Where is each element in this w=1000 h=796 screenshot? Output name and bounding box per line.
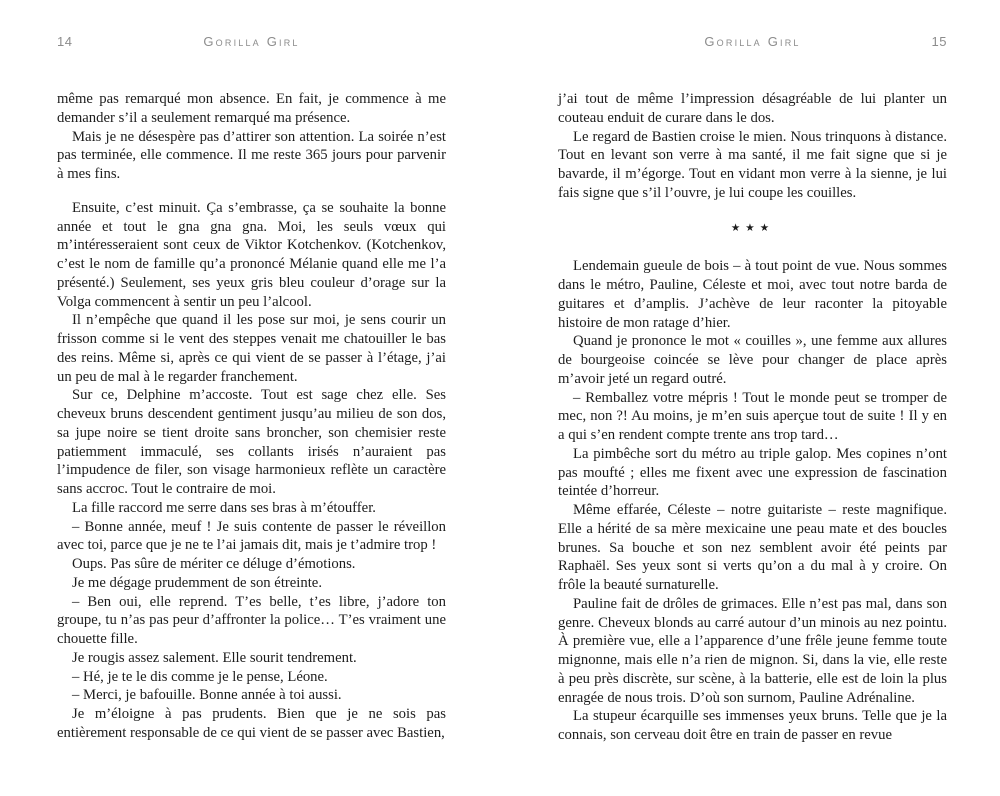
- paragraph: Quand je prononce le mot « couilles », une femme aux allures de bourgeoise coincée se lève pour changer de place après m’avoir jeté un regard outré.: [558, 333, 947, 387]
- paragraph: Ensuite, c’est minuit. Ça s’embrasse, ça se souhaite la bonne année et tout le gna gna gna. Moi, les seuls vœux qui m’intéresseraient sont ceux de Viktor Kotchenkov. (Kotchenkov, c’est le nom de famille qu’a prononcé Mélanie quand elle me l’a présenté.) Seulement, ses yeux gris bleu couleur d’orage sur la Volga commencent à sentir un peu l’alcool.: [57, 199, 446, 310]
- page-number-left: 14: [57, 34, 73, 49]
- paragraph: Sur ce, Delphine m’accoste. Tout est sage chez elle. Ses cheveux bruns descendent gentiment jusqu’au milieu de son dos, sa jupe noire se tient droite sans broncher, son chemisier reste patiemment immaculé, ses collants irisés n’auraient pas l’impudence de filer, son visage harmonieux reflète un caractère sans accroc. Tout le contraire de moi.: [57, 387, 446, 497]
- running-head-left: [57, 34, 446, 50]
- paragraph: – Hé, je te le dis comme je le pense, Léone.: [72, 668, 328, 685]
- paragraph: La stupeur écarquille ses immenses yeux bruns. Telle que je la connais, son cerveau doit être en train de passer en revue: [558, 708, 947, 743]
- page-left: [57, 0, 446, 796]
- paragraph: Mais je ne désespère pas d’attirer son attention. La soirée n’est pas terminée, elle commence. Il me reste 365 jours pour parvenir à mes fins.: [57, 128, 446, 182]
- paragraph: La pimbêche sort du métro au triple galop. Mes copines n’ont pas moufté ; elles me fixent avec une expression de fascination teintée d’horreur.: [558, 445, 947, 500]
- paragraph: Je rougis assez salement. Elle sourit tendrement.: [72, 649, 357, 666]
- running-header-right: Gorilla Girl: [704, 34, 801, 49]
- paragraph: Je m’éloigne à pas prudents. Bien que je ne sois pas entièrement responsable de ce qui vient de se passer avec Bastien,: [57, 706, 446, 741]
- paragraph: Lendemain gueule de bois – à tout point de vue. Nous sommes dans le métro, Pauline, Céleste et moi, avec tout notre barda de guitares et d’amplis. J’achève de leur raconter la pitoyable histoire de mon ratage d’hier.: [558, 258, 947, 331]
- paragraph: Même effarée, Céleste – notre guitariste – reste magnifique. Elle a hérité de sa mère mexicaine une peau mate et des boucles brunes. Sa bouche et son nez semblent avoir été peints par Raphaël. Ses yeux sont si verts qu’on a du mal à y croire. On frôle la beauté surnaturelle.: [558, 502, 947, 593]
- paragraph: – Remballez votre mépris ! Tout le monde peut se tromper de mec, non ?! Au moins, je m’en suis aperçue tout de suite ! Il y en a qui s’en rendent compte trente ans trop tard…: [558, 389, 947, 443]
- paragraph: Il n’empêche que quand il les pose sur moi, je sens courir un frisson comme si le vent des steppes venait me chatouiller le bas des reins. Même si, après ce qui vient de se passer à l’étage, j’ai un peu de mal à le regarder franchement.: [57, 312, 446, 385]
- text-column-left: [57, 90, 446, 743]
- page-number-right: 15: [931, 34, 947, 49]
- running-header-left: Gorilla Girl: [203, 34, 300, 49]
- paragraph: Je me dégage prudemment de son étreinte.: [72, 574, 323, 591]
- scene-break-separator: ★★★: [730, 222, 775, 234]
- text-column-right: [558, 90, 947, 745]
- paragraph: j’ai tout de même l’impression désagréable de lui planter un couteau enduit de curare dans le dos.: [558, 91, 947, 126]
- paragraph: La fille raccord me serre dans ses bras à m’étouffer.: [72, 499, 376, 516]
- paragraph: – Bonne année, meuf ! Je suis contente de passer le réveillon avec toi, parce que je ne te l’ai jamais dit, mais je t’admire trop !: [57, 518, 446, 554]
- running-head-right: [558, 34, 947, 50]
- paragraph: – Merci, je bafouille. Bonne année à toi aussi.: [72, 687, 342, 704]
- page-right: [558, 0, 947, 796]
- paragraph: même pas remarqué mon absence. En fait, je commence à me demander s’il a seulement remarqué ma présence.: [57, 91, 446, 126]
- paragraph: Oups. Pas sûre de mériter ce déluge d’émotions.: [72, 556, 356, 572]
- paragraph: Le regard de Bastien croise le mien. Nous trinquons à distance. Tout en levant son verre à ma santé, il me fait signe que si je bavarde, il m’égorge. Tout en vidant mon verre à la sienne, je lui fais signe que s’il l’ouvre, je lui coupe les couilles.: [558, 128, 947, 201]
- paragraph: Pauline fait de drôles de grimaces. Elle n’est pas mal, dans son genre. Cheveux blonds au carré autour d’un minois au nez pointu. À première vue, elle a l’apparence d’une frêle jeune femme toute mignonne, mais elle n’a rien de mignon. Si, dans la vie, elle reste à peu près discrète, sur scène, à la batterie, elle est de loin la plus enragée de nous trois. D’où son surnom, Pauline Adrénaline.: [558, 595, 947, 706]
- paragraph: – Ben oui, elle reprend. T’es belle, t’es libre, j’adore ton groupe, tu n’as pas peur d’affronter la police… T’es vraiment une chouette fille.: [57, 593, 446, 647]
